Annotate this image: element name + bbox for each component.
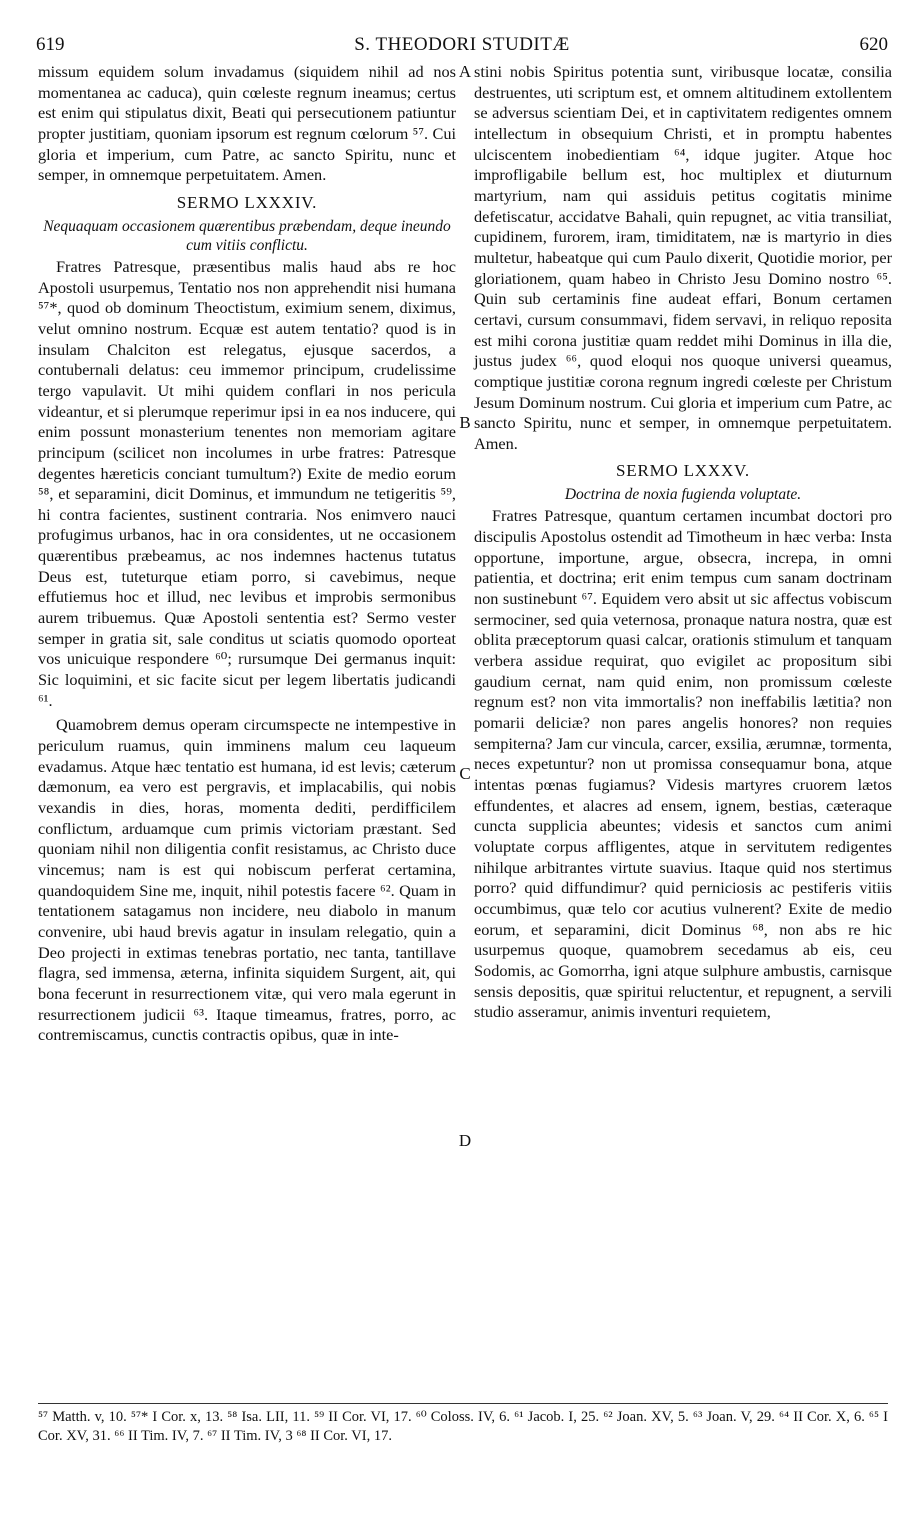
margin-letter-d: D	[458, 1131, 472, 1150]
left-column	[38, 62, 456, 1046]
sermon-84-paragraph-2: Quamobrem demus operam circumspecte ne intempestive in periculum ruamus, quin imminens malum ceu laqueum evadamus. Atque hæc tentatio est humana, id est levis; cæterum dæmonum, ea vero est pergravis, et implacabilis, qui nobis vexandis in dies, horas, momenta dediti, perdifficilem conflictum, arduamque cum primis victoriam præstant. Sed quoniam nihil non diligentia confit resistamus, ac Christo duce vincemus; nam is est qui nobiscum perferat certamina, quandoquidem Sine me, inquit, nihil potestis facere ⁶². Quam in tentationem satagamus non incidere, neu diabolo in manum convenire, ubi haud brevis agatur in insulam relegatio, quin a Deo projecti in extimas tenebras portatio, nec tanta, tantillave flagra, sed immensa, æterna, infinita siquidem Surgent, ait, qui bona fecerunt in resurrectionem vitæ, qui vero mala egerunt in resurrectionem judicii ⁶³. Itaque timeamus, fratres, porro, ac contremiscamus, cunctis contractis opibus, quæ in inte-	[38, 715, 456, 1045]
sermon-85-title: SERMO LXXXV.	[616, 461, 750, 481]
margin-letter-a: A	[458, 62, 472, 81]
footnotes: ⁵⁷ Matth. v, 10. ⁵⁷* I Cor. x, 13. ⁵⁸ Isa. LII, 11. ⁵⁹ II Cor. VI, 17. ⁶⁰ Coloss. IV, 6. ⁶¹ Jacob. I, 25. ⁶² Joan. XV, 5. ⁶³ Joan. V, 29. ⁶⁴ II Cor. X, 6. ⁶⁵ I Cor. XV, 31. ⁶⁶ II Tim. IV, 7. ⁶⁷ II Tim. IV, 3 ⁶⁸ II Cor. VI, 17.	[38, 1409, 888, 1444]
margin-letter-b: B	[459, 413, 471, 432]
sermon-84-title: SERMO LXXXIV.	[176, 192, 318, 212]
running-title: S. THEODORI STUDITÆ	[354, 34, 570, 55]
sermon-85-subtitle: Doctrina de noxia fugienda voluptate.	[564, 486, 802, 504]
sermon-85-paragraph-1: Fratres Patresque, quantum certamen incumbat doctori pro discipulis Apostolus ostendit ad Timotheum in hæc verba: Insta opportune, importune, argue, obsecra, increpa, in omni patientia, et doctrina; erit enim tempus cum sanam doctrinam non sustinebunt ⁶⁷. Equidem vero absit ut sic affectus vobiscum sermociner, sed quia veternosa, pronaque natura nostra, quæ est oblita præceptorum quasi calcar, orationis stimulum et tanquam verbera assidue requirat, quo evigilet ac propositum sibi gaudium cernat, nam quid enim, non promissum cœleste regnum est? non vita immortalis? non ineffabilis lætitia? non pomarii deliciæ? non pares angelis honores? non requies sempiterna? Jam cur vincula, carcer, exsilia, ærumnæ, tormenta, neces expetuntur? non ut promissa consequamur bona, atque intentas pœnas fugiamus? Videsis martyres cruorem lætos effundentes, et alacres ad ensem, ignem, bestias, cæteraque cuncta supplicia abeuntes; videsis et sanctos cum animi voluptate corpus affligentes, atque in servitutem redigentes nihilque arbitrantes virtute suavius. Itaque quid nos stertimus porro? quid diffundimur? quid perniciosis ac pestiferis vitiis occumbimus, quæ telo cor acutius vulnerent? Exite de medio eorum, et separamini, dicit Dominus ⁶⁸, non abs re hic usurpemus quoque, quamobrem secedamus ab eis, ceu Sodomis, ac Gomorrha, igni atque sulphure ambustis, carnisque sensis depositis, quæ spiritui reluctentur, et repugnent, a servili studio asseramur, animis inventuri requietem,	[474, 506, 892, 1022]
right-column	[474, 62, 892, 1023]
margin-letter-c: C	[459, 764, 471, 783]
sermon-84-subtitle: Nequaquam occasionem quærentibus præbendam, deque ineundo cum vitiis conflictu.	[43, 217, 451, 254]
footnote-divider	[38, 1403, 888, 1404]
left-intro-paragraph: missum equidem solum invadamus (siquidem nihil ad nos momentanea ac caduca), quin cœleste regnum ineamus; certus est enim qui stipulatus dixit, Beati qui persecutionem patiuntur propter justitiam, quoniam ipsorum est regnum cœlorum ⁵⁷. Cui gloria et imperium, cum Patre, ac sancto Spiritu, nunc et semper, in omnemque perpetuitatem. Amen.	[38, 62, 456, 185]
page-number-left: 619	[36, 34, 65, 55]
page-number-right: 620	[859, 34, 888, 55]
sermon-84-paragraph-1: Fratres Patresque, præsentibus malis haud abs re hoc Apostoli usurpemus, Tentatio nos non apprehendit nisi humana ⁵⁷*, quod ob dominum Theoctistum, eximium senem, diximus, velut omnino nostrum. Ecquæ est autem tentatio? quod is in insulam Chalciton est relegatus, ejusque sacerdos, a contubernali delatus: ceu immemor principum, crudelissime tergo vapulavit. Ut mihi quidem conflari in nos pericula videantur, et si plerumque reperimur ipsi in ea nos inducere, qui enim possunt monasterium tenentes non memoriam agitare principum (scilicet non incolumes in urbe fratres: Patresque degentes hæreticis conciant tumultum?) Exite de medio eorum ⁵⁸, et separamini, dicit Dominus, et immundum ne tetigeritis ⁵⁹, hi contra facientes, sustinent contraria. Nos enimvero nauci profugimus urbanos, hac in ora considentes, ut ne occasionem quærentibus præbeamus, ac nos indemnes hactenus tutatus Deus est, tuteturque etiam porro, si cavebimus, neque effutiemus hoc et illud, nec levibus et improbis sermonibus aurem tribuemus. Quæ Apostoli sententia est? Sermo vester semper in gratia sit, sale conditus ut sciatis quomodo oporteat vos unicuique respondere ⁶⁰; rursumque Dei germanus inquit: Sic loquimini, et sic facite sicut per legem libertatis judicandi ⁶¹.	[38, 256, 456, 710]
page-header	[36, 34, 888, 60]
right-intro-paragraph: stini nobis Spiritus potentia sunt, viribusque locatæ, consilia destruentes, uti scriptum est, et omnem altitudinem extollentem se adversus scientiam Dei, et in captivitatem redigentes omnem intellectum in obsequium Christi, et in promptu habentes ulciscentem inobedientiam ⁶⁴, idque jugiter. Atque hoc improfligabile bellum est, hoc multiplex et diuturnum martyrium, nam qui assiduis petitus cogitatis minime defetiscatur, accidatve Bahali, quin repugnet, ac vitia transiliat, cupidinem, furorem, iram, timiditatem, næ is martyrio in dies multetur, habeatque qui cum Paulo dixerit, Quotidie morior, per gloriationem, quam habeo in Christo Jesu Domino nostro ⁶⁵. Quin sub certaminis fine audeat effari, Bonum certamen certavi, cursum consummavi, fidem servavi, in reliquo reposita est mihi corona justitiæ quam reddet mihi Dominus in illa die, justus judex ⁶⁶, quod eloqui nos quoque universi queamus, comptique justitiæ corona regnum ingredi cœleste per Christum Jesum Dominum nostrum. Cui gloria et imperium cum Patre, ac sancto Spiritu, nunc et semper, in omnemque perpetuitatem. Amen.	[474, 62, 892, 453]
